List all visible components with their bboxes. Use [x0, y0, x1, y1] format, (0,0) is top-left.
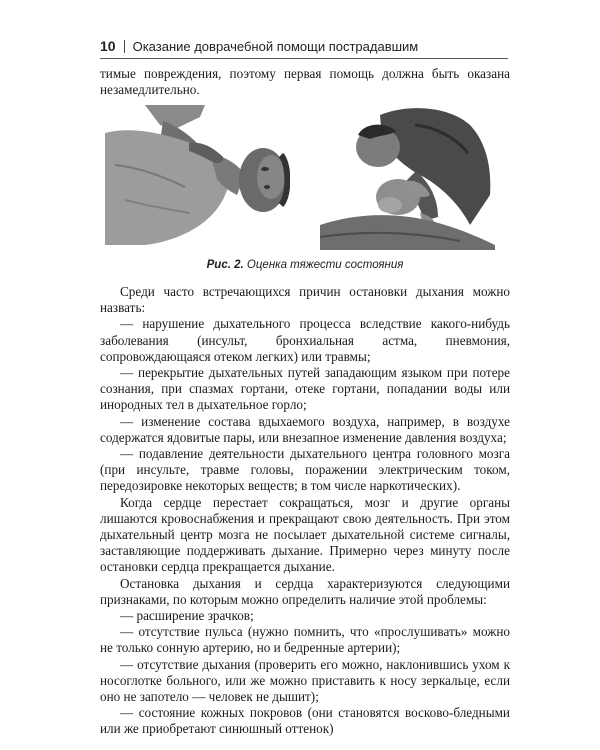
figure-label: Рис. 2. — [206, 259, 244, 271]
page-number: 10 — [100, 38, 116, 54]
paragraph: Остановка дыхания и сердца характеризуются следующими признаками, по которым можно определить наличие этой проблемы: — [100, 575, 510, 607]
figure-caption-text: Оценка тяжести состояния — [246, 259, 404, 271]
list-item: — изменение состава вдыхаемого воздуха, например, в воздухе содержатся ядовитые пары, или внезапное изменение давления воздуха; — [100, 413, 510, 445]
running-header — [100, 37, 508, 55]
photo-pulse-check — [105, 105, 290, 250]
header-rule — [100, 58, 508, 59]
list-item: — расширение зрачков; — [120, 608, 254, 624]
figure-caption — [100, 259, 510, 271]
header-separator — [124, 40, 125, 53]
body-text — [100, 284, 510, 738]
list-item: — отсутствие дыхания (проверить его можно, наклонившись ухом к носоглотке больного, или же можно приставить к носу зеркальце, если оно не запотело — человек не дышит); — [100, 656, 510, 705]
intro-text — [100, 66, 510, 98]
list-item: — нарушение дыхательного процесса вследствие какого-нибудь заболевания (инсульт, бронхиальная астма, пневмония, сопровождающаяся отеком легких) или травмы; — [100, 316, 510, 364]
paragraph: Когда сердце перестает сокращаться, мозг и другие органы лишаются кровоснабжения и прекращают свою деятельность. При этом дыхательный центр мозга не посылает дыхательной системе сигналы, заставляющие поддерживать дыхание. Примерно через минуту после остановки сердца прекращается дыхание. — [100, 494, 510, 575]
list-item: — перекрытие дыхательных путей западающим языком при потере сознания, при спазмах гортани, отеке гортани, попадании воды или инородных тел в дыхательное горло; — [100, 365, 510, 413]
list-item: — подавление деятельности дыхательного центра головного мозга (при инсульте, травме головы, поражении электрическим током, передозировке некоторых веществ; в том числе наркотических). — [100, 446, 510, 494]
photo-breathing-check — [320, 105, 495, 250]
running-title: Оказание доврачебной помощи пострадавшим — [132, 38, 419, 54]
intro-paragraph: тимые повреждения, поэтому первая помощь должна быть оказана незамедлительно. — [100, 66, 510, 98]
paragraph: Среди часто встречающихся причин остановки дыхания можно назвать: — [100, 284, 510, 316]
list-item: — состояние кожных покровов (они становятся восково-бледными или же приобретают синюшный оттенок) — [100, 705, 510, 737]
figure-2 — [105, 105, 505, 250]
list-item: — отсутствие пульса (нужно помнить, что «прослушивать» можно не только сонную артерию, но и бедренные артерии); — [100, 624, 510, 656]
